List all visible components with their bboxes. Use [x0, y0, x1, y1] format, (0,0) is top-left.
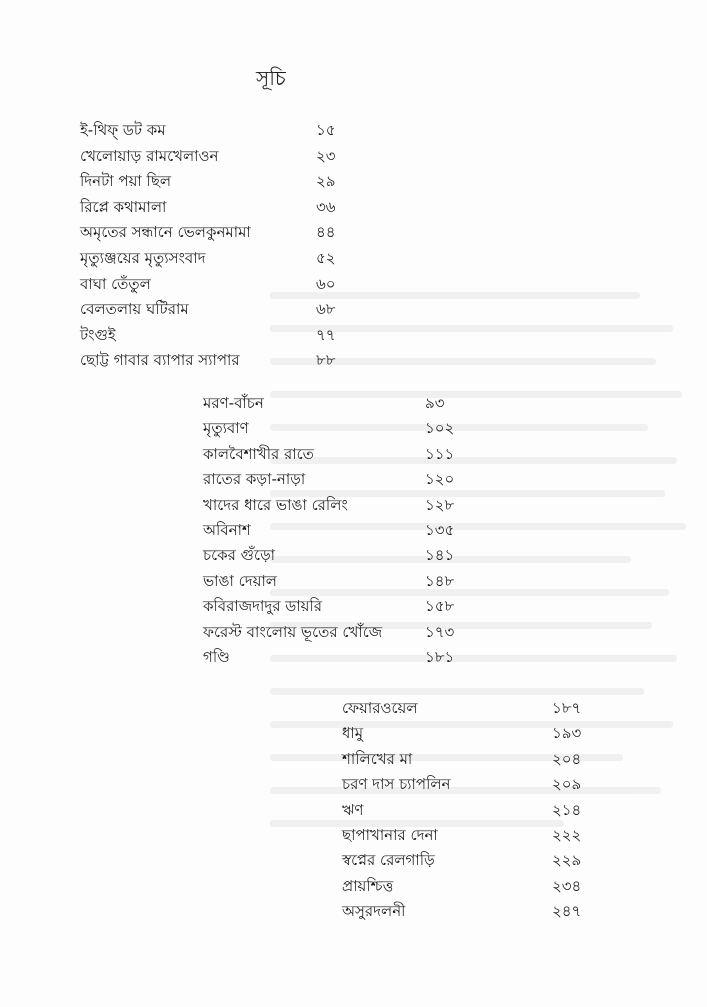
- entry-title: ঋণ: [342, 800, 364, 819]
- entry-title: ফরেস্ট বাংলোয় ভূতের খোঁজে: [203, 622, 383, 641]
- entry-page-number: ২০৯: [552, 775, 582, 794]
- entry-title: ধামু: [342, 724, 364, 743]
- entry-title: কালবৈশাখীর রাতে: [203, 444, 314, 463]
- entry-title: ছাপাখানার দেনা: [342, 826, 438, 844]
- entry-page-number: ৬০: [316, 274, 336, 293]
- entry-page-number: ১৪৮: [425, 571, 455, 590]
- entry-title: অসুরদলনী: [342, 902, 406, 921]
- entry-title: ছোট্ট গাবার ব্যাপার স্যাপার: [80, 351, 240, 370]
- entry-title: দিনটা পয়া ছিল: [80, 172, 172, 191]
- entry-title: গণ্ডি: [203, 648, 230, 666]
- entry-title: মৃত্যুবাণ: [203, 419, 249, 438]
- entry-page-number: ২০৪: [552, 749, 582, 768]
- bleed-through-background: [270, 292, 690, 892]
- entry-title: অমৃতের সন্ধানে ভেলকুনমামা: [80, 223, 251, 242]
- entry-page-number: ১৫: [316, 121, 336, 139]
- entry-page-number: ৩৬: [316, 197, 336, 216]
- page-title: সূচি: [256, 66, 286, 90]
- entry-page-number: ১৭৩: [425, 622, 455, 641]
- entry-page-number: ২২২: [552, 826, 582, 844]
- entry-title: টংগুই: [80, 325, 116, 344]
- entry-page-number: ২১৪: [552, 800, 582, 819]
- entry-title: প্রায়শ্চিত্ত: [342, 876, 394, 895]
- entry-page-number: ২৩: [316, 146, 336, 165]
- entry-title: রিপ্লে কথামালা: [80, 197, 167, 216]
- entry-title: খেলোয়াড় রামখেলাওন: [80, 146, 219, 165]
- entry-page-number: ২৩৪: [552, 876, 582, 895]
- entry-title: কবিরাজদাদুর ডায়রি: [203, 597, 323, 616]
- entry-page-number: ১৮১: [425, 648, 455, 666]
- entry-page-number: ৪৪: [316, 223, 336, 242]
- entry-page-number: ১৮৭: [552, 699, 582, 717]
- entry-title: স্বপ্নের রেলগাড়ি: [342, 851, 435, 870]
- entry-page-number: ১৪১: [425, 546, 455, 565]
- entry-page-number: ২৪৭: [552, 902, 582, 921]
- entry-page-number: ৫২: [316, 249, 336, 267]
- entry-page-number: ৬৮: [316, 300, 336, 319]
- entry-title: ফেয়ারওয়েল: [342, 699, 418, 717]
- entry-title: মৃত্যুঞ্জয়ের মৃত্যুসংবাদ: [80, 249, 206, 267]
- entry-page-number: ১৯৩: [552, 724, 582, 743]
- entry-title: ই-থিফ্ ডট কম: [80, 121, 166, 139]
- entry-title: বাঘা তেঁতুল: [80, 274, 151, 293]
- entry-page-number: ১২৮: [425, 495, 455, 514]
- entry-page-number: ৮৮: [316, 351, 336, 370]
- entry-page-number: ১৩৫: [425, 521, 455, 539]
- entry-title: ভাঙা দেয়াল: [203, 571, 277, 590]
- entry-page-number: ৯৩: [425, 394, 445, 412]
- entry-page-number: ১২০: [425, 470, 455, 489]
- entry-page-number: ২৯: [316, 172, 336, 191]
- entry-page-number: ২২৯: [552, 851, 582, 870]
- entry-title: খাদের ধারে ভাঙা রেলিং: [203, 495, 348, 514]
- entry-title: বেলতলায় ঘটিরাম: [80, 300, 189, 319]
- entry-page-number: ১৫৮: [425, 597, 455, 616]
- entry-page-number: ৭৭: [316, 325, 336, 344]
- entry-page-number: ১০২: [425, 419, 455, 438]
- entry-title: চকের গুঁড়ো: [203, 546, 276, 565]
- entry-title: শালিখের মা: [342, 749, 413, 768]
- entry-title: রাতের কড়া-নাড়া: [203, 470, 306, 489]
- entry-title: অবিনাশ: [203, 521, 251, 539]
- entry-title: মরণ-বাঁচন: [203, 394, 264, 412]
- entry-title: চরণ দাস চ্যাপলিন: [342, 775, 451, 794]
- entry-page-number: ১১১: [425, 444, 455, 463]
